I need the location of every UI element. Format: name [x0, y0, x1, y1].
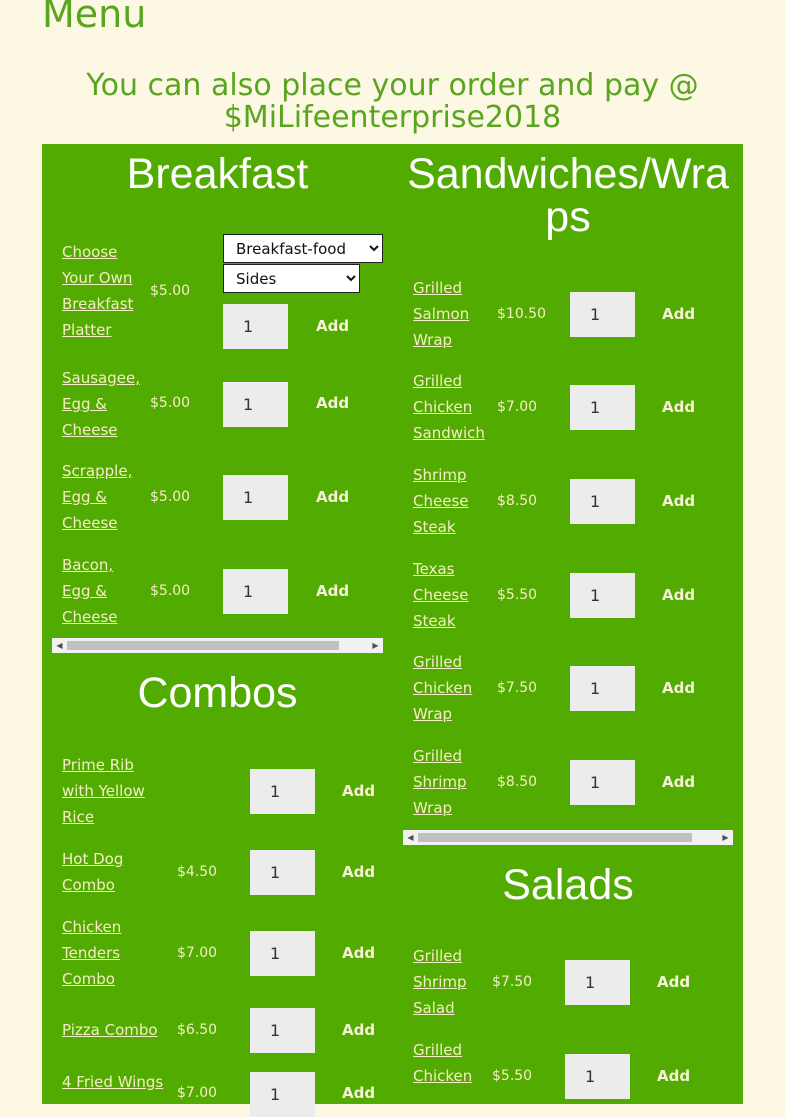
item-price: $10.50 — [497, 306, 546, 322]
menu-item-grilled-chicken-sandwich[interactable]: Grilled Chicken Sandwich — [413, 372, 485, 442]
add-button[interactable]: Add — [342, 782, 376, 800]
menu-item-grilled-salmon-wrap[interactable]: Grilled Salmon Wrap — [413, 279, 470, 349]
item-price: $5.50 — [497, 587, 538, 603]
quantity-input[interactable] — [565, 960, 630, 1005]
item-price: $7.50 — [497, 680, 538, 696]
page-title: Menu — [42, 0, 147, 36]
quantity-input[interactable] — [570, 292, 635, 337]
item-price: $7.00 — [177, 945, 218, 961]
quantity-input[interactable] — [223, 304, 288, 349]
breakfast-title: Breakfast — [126, 150, 309, 198]
menu-item-shrimp-cheese-steak[interactable]: Shrimp Cheese Steak — [413, 466, 469, 536]
add-button[interactable]: Add — [662, 398, 696, 416]
menu-item-chicken-tenders-combo[interactable]: Chicken Tenders Combo — [62, 918, 122, 988]
menu-item-bacon-egg-cheese[interactable]: Bacon, Egg & Cheese — [62, 556, 118, 626]
menu-item-hot-dog-combo[interactable]: Hot Dog Combo — [62, 850, 124, 894]
menu-item-scrapple-egg-cheese[interactable]: Scrapple, Egg & Cheese — [62, 462, 133, 532]
menu-item-texas-cheese-steak[interactable]: Texas Cheese Steak — [413, 560, 469, 630]
menu-item-breakfast-platter[interactable]: Choose Your Own Breakfast Platter — [62, 243, 134, 339]
item-price: $7.50 — [492, 974, 533, 990]
menu-item-pizza-combo[interactable]: Pizza Combo — [62, 1021, 158, 1039]
item-price: $7.00 — [177, 1085, 218, 1101]
menu-item-grilled-chicken-salad[interactable]: Grilled Chicken — [413, 1041, 473, 1085]
add-button[interactable]: Add — [342, 1021, 376, 1039]
add-button[interactable]: Add — [657, 973, 691, 991]
scroll-left-icon[interactable]: ◀ — [56, 641, 63, 650]
menu-item-sausage-egg-cheese[interactable]: Sausagee, Egg & Cheese — [62, 369, 140, 439]
breakfast-scrollbar[interactable] — [52, 638, 383, 653]
quantity-input[interactable] — [250, 1072, 315, 1117]
menu-item-fried-wings[interactable]: 4 Fried Wings — [62, 1073, 164, 1091]
add-button[interactable]: Add — [662, 773, 696, 791]
quantity-input[interactable] — [223, 382, 288, 427]
item-price: $4.50 — [177, 864, 218, 880]
quantity-input[interactable] — [570, 479, 635, 524]
quantity-input[interactable] — [250, 931, 315, 976]
scroll-left-icon[interactable]: ◀ — [407, 833, 414, 842]
quantity-input[interactable] — [570, 573, 635, 618]
sandwiches-title: Sandwiches/Wraps — [407, 150, 729, 241]
scroll-right-icon[interactable]: ▶ — [722, 833, 729, 842]
menu-item-prime-rib[interactable]: Prime Rib with Yellow Rice — [62, 756, 145, 826]
sandwiches-scrollbar[interactable] — [403, 830, 733, 845]
item-price: $7.00 — [497, 399, 538, 415]
pay-note: You can also place your order and pay @ $MiLifeenterprise2018 — [86, 68, 699, 135]
item-price: $5.00 — [150, 489, 191, 505]
quantity-input[interactable] — [223, 475, 288, 520]
menu-item-grilled-shrimp-wrap[interactable]: Grilled Shrimp Wrap — [413, 747, 467, 817]
quantity-input[interactable] — [250, 850, 315, 895]
quantity-input[interactable] — [250, 1008, 315, 1053]
item-price: $5.00 — [150, 583, 191, 599]
menu-board — [42, 144, 743, 1104]
quantity-input[interactable] — [570, 385, 635, 430]
breakfast-food-select[interactable] — [223, 234, 383, 263]
quantity-input[interactable] — [223, 569, 288, 614]
menu-item-grilled-chicken-wrap[interactable]: Grilled Chicken Wrap — [413, 653, 473, 723]
add-button[interactable]: Add — [316, 488, 350, 506]
quantity-input[interactable] — [250, 769, 315, 814]
scrollbar-thumb[interactable] — [418, 833, 692, 842]
breakfast-sides-select[interactable] — [223, 264, 360, 293]
quantity-input[interactable] — [570, 666, 635, 711]
add-button[interactable]: Add — [342, 1084, 376, 1102]
item-price: $5.00 — [150, 395, 191, 411]
scrollbar-thumb[interactable] — [67, 641, 339, 650]
add-button[interactable]: Add — [316, 317, 350, 335]
add-button[interactable]: Add — [657, 1067, 691, 1085]
add-button[interactable]: Add — [342, 863, 376, 881]
scroll-right-icon[interactable]: ▶ — [372, 641, 379, 650]
add-button[interactable]: Add — [662, 586, 696, 604]
add-button[interactable]: Add — [662, 305, 696, 323]
quantity-input[interactable] — [565, 1054, 630, 1099]
item-price: $8.50 — [497, 493, 538, 509]
quantity-input[interactable] — [570, 760, 635, 805]
menu-item-grilled-shrimp-salad[interactable]: Grilled Shrimp Salad — [413, 947, 467, 1017]
item-price: $6.50 — [177, 1022, 218, 1038]
item-price: $5.50 — [492, 1068, 533, 1084]
item-price: $8.50 — [497, 774, 538, 790]
combos-title: Combos — [137, 669, 298, 717]
salads-title: Salads — [502, 861, 634, 909]
item-price: $5.00 — [150, 283, 191, 299]
add-button[interactable]: Add — [316, 582, 350, 600]
add-button[interactable]: Add — [342, 944, 376, 962]
add-button[interactable]: Add — [662, 492, 696, 510]
add-button[interactable]: Add — [316, 394, 350, 412]
add-button[interactable]: Add — [662, 679, 696, 697]
